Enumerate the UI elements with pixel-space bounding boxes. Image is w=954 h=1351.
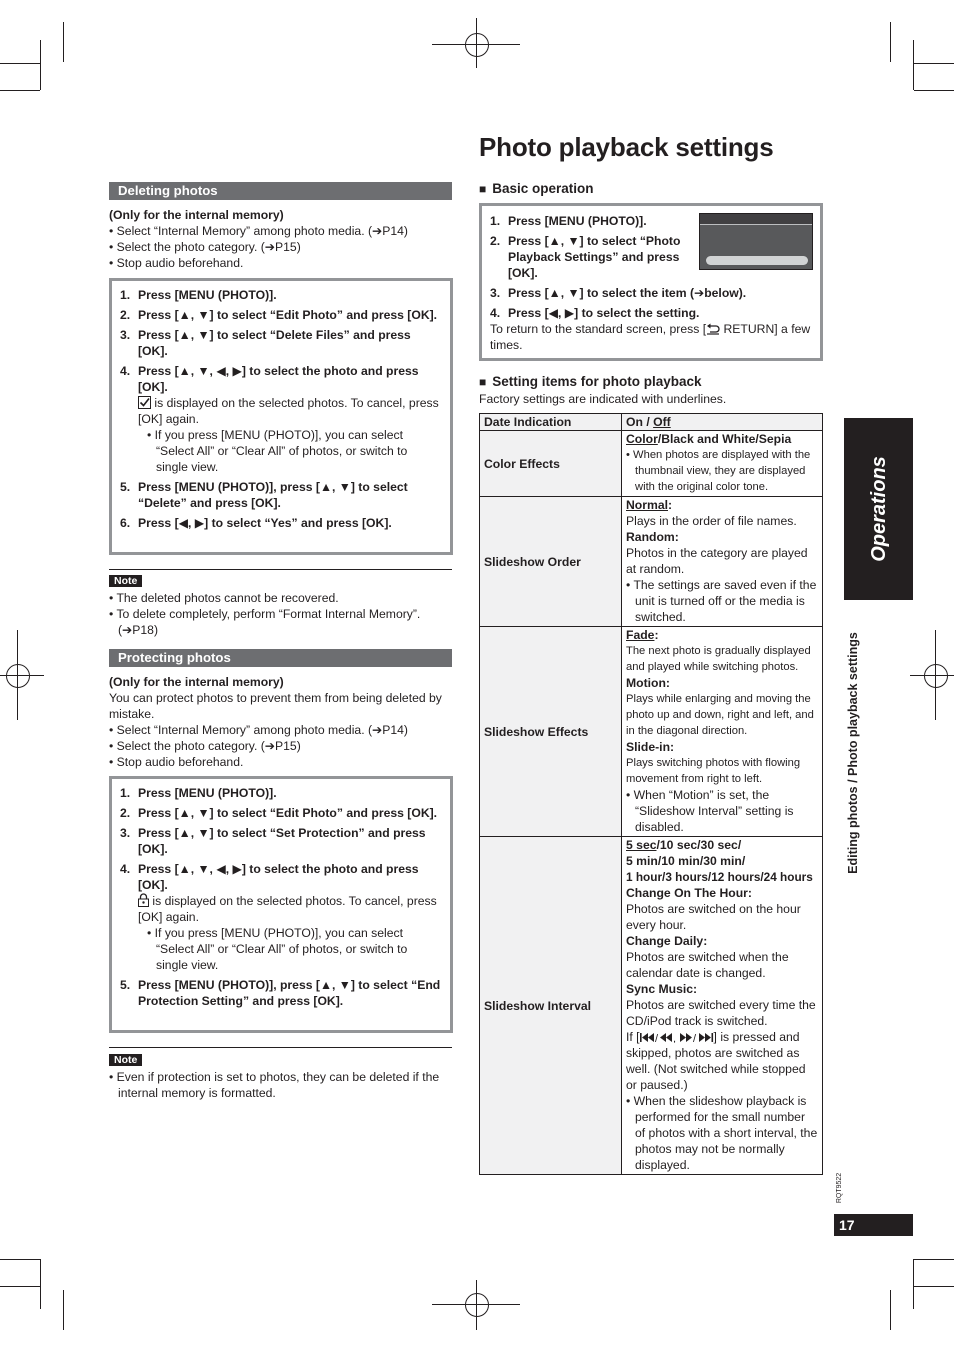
- menu-screen-illustration: [699, 213, 813, 270]
- setting-label: Slideshow Order: [480, 497, 622, 627]
- deleting-step: 5. Press [MENU (PHOTO)], press [▲, ▼] to select “Delete” and press [OK].: [120, 480, 408, 510]
- skip-search-buttons-icon: [640, 1032, 714, 1043]
- page-title: Photo playback settings: [479, 132, 774, 162]
- document-code: RQT9522: [836, 1172, 844, 1204]
- deleting-subhead: (Only for the internal memory): [109, 208, 284, 222]
- deleting-step: 1. Press [MENU (PHOTO)].: [120, 288, 277, 302]
- svg-text:/: /: [654, 1033, 658, 1043]
- table-row: [480, 414, 823, 431]
- table-row: [480, 627, 823, 837]
- items-heading: ■ Setting items for photo playback: [479, 374, 702, 389]
- note-item: • To delete completely, perform “Format Internal Memory”. (➔P18): [109, 607, 421, 637]
- checkbox-check-icon: [138, 396, 151, 409]
- protecting-heading: Protecting photos: [109, 649, 452, 667]
- setting-note: • The settings are saved even if the unit is turned off or the media is switched.: [626, 578, 817, 624]
- setting-options: Fade: The next photo is gradually displayed and played while switching photos. Motion: Plays while enlarging and moving the photo up and down, right and left, and in the diagonal direction. Slide-in: Plays switching photos with flowing movement from right to left. • When “Motion” is set, the “Slideshow Interval” setting is disabled.: [622, 627, 823, 837]
- basic-step: 3. Press [▲, ▼] to select the item (➔below).: [490, 286, 747, 300]
- menu-title-bar: [700, 214, 812, 225]
- svg-text:/: /: [692, 1033, 696, 1043]
- setting-label: Color Effects: [480, 431, 622, 497]
- protecting-step: 2. Press [▲, ▼] to select “Edit Photo” and press [OK].: [120, 806, 438, 820]
- protecting-steps-box: [109, 776, 453, 1033]
- return-instruction: To return to the standard screen, press [ RETURN] a few times.: [490, 322, 811, 352]
- note-tag: Note: [109, 575, 142, 587]
- page-number: 17: [834, 1214, 913, 1236]
- note-item: • Even if protection is set to photos, they can be deleted if the internal memory is formatted.: [109, 1070, 440, 1100]
- deleting-bullet: • Select “Internal Memory” among photo media. (➔P14): [109, 224, 408, 238]
- protecting-step: 4. Press [▲, ▼, ◀, ▶] to select the photo and press [OK].: [120, 862, 419, 892]
- deleting-step: 6. Press [◀, ▶] to select “Yes” and press [OK].: [120, 516, 392, 530]
- deleting-step: 4. Press [▲, ▼, ◀, ▶] to select the photo and press [OK].: [120, 364, 419, 394]
- protecting-description: You can protect photos to prevent them from being deleted by mistake.: [109, 691, 442, 721]
- setting-options: On / Off: [622, 414, 823, 431]
- setting-options: 5 sec/10 sec/30 sec/ 5 min/10 min/30 min/ 1 hour/3 hours/12 hours/24 hours Change On The Hour: Photos are switched on the hour every hour. Change Daily: Photos are switched when the calendar date is changed. Sync Music: Photos are switched every time the CD/iPod track is switched. If [ / , / ] is pressed and skipped, photos are switched as well. (Not switched while stopped or paused.) • When the slideshow playback is performed for the small number of photos with a short interval, the photos may not be normally displayed.: [622, 837, 823, 1175]
- lock-icon: [138, 893, 149, 907]
- table-row: [480, 497, 823, 627]
- deleting-step4-bullet: • If you press [MENU (PHOTO)], you can select “Select All” or “Clear All” of photos, or switch to single view.: [147, 428, 408, 474]
- return-arrow-icon: [706, 323, 720, 335]
- table-row: [480, 431, 823, 497]
- note-tag: Note: [109, 1054, 142, 1066]
- basic-step: 1. Press [MENU (PHOTO)].: [490, 214, 647, 228]
- svg-text:,: ,: [672, 1033, 676, 1043]
- deleting-bullet: • Select the photo category. (➔P15): [109, 240, 301, 254]
- basic-step: 4. Press [◀, ▶] to select the setting.: [490, 306, 700, 320]
- deleting-step: 3. Press [▲, ▼] to select “Delete Files” and press [OK].: [120, 328, 411, 358]
- protecting-step4-detail: is displayed on the selected photos. To cancel, press [OK] again.: [138, 894, 437, 924]
- factory-note: Factory settings are indicated with underlines.: [479, 392, 727, 406]
- basic-step: 2. Press [▲, ▼] to select “Photo Playback Settings” and press [OK].: [490, 234, 681, 280]
- protecting-step: 3. Press [▲, ▼] to select “Set Protection” and press [OK].: [120, 826, 426, 856]
- deleting-intro: [109, 207, 452, 271]
- note-divider: [109, 569, 452, 570]
- protecting-step4-bullet: • If you press [MENU (PHOTO)], you can select “Select All” or “Clear All” of photos, or switch to single view.: [147, 926, 408, 972]
- deleting-step4-detail: is displayed on the selected photos. To cancel, press [OK] again.: [138, 396, 439, 426]
- section-tab-label: Operations: [867, 456, 890, 562]
- table-row: [480, 837, 823, 1175]
- setting-note: • When the slideshow playback is performed for the small number of photos with a short interval, the photos may not be normally displayed.: [626, 1094, 818, 1172]
- setting-label: Slideshow Interval: [480, 837, 622, 1175]
- deleting-notes: [109, 590, 452, 638]
- chapter-label: Editing photos / Photo playback settings: [846, 632, 860, 874]
- setting-options: Normal: Plays in the order of file names. Random: Photos in the category are played at random. • The settings are saved even if the unit is turned off or the media is switched.: [622, 497, 823, 627]
- deleting-step: 2. Press [▲, ▼] to select “Edit Photo” and press [OK].: [120, 308, 438, 322]
- note-divider: [109, 1047, 452, 1048]
- protecting-subhead: (Only for the internal memory): [109, 675, 284, 689]
- setting-note: • When “Motion” is set, the “Slideshow Interval” setting is disabled.: [626, 788, 794, 834]
- note-item: • The deleted photos cannot be recovered.: [109, 591, 339, 605]
- protecting-step: 1. Press [MENU (PHOTO)].: [120, 786, 277, 800]
- deleting-heading: Deleting photos: [109, 182, 452, 200]
- protecting-bullet: • Select the photo category. (➔P15): [109, 739, 301, 753]
- setting-note: • When photos are displayed with the thumbnail view, they are displayed with the original color tone.: [626, 449, 811, 493]
- setting-label: Slideshow Effects: [480, 627, 622, 837]
- setting-label: Date Indication: [480, 414, 622, 431]
- settings-table: [479, 413, 823, 1175]
- deleting-bullet: • Stop audio beforehand.: [109, 256, 244, 270]
- protecting-bullet: • Stop audio beforehand.: [109, 755, 244, 769]
- protecting-bullet: • Select “Internal Memory” among photo media. (➔P14): [109, 723, 408, 737]
- deleting-steps-box: [109, 278, 453, 555]
- setting-options: Color/Black and White/Sepia • When photos are displayed with the thumbnail view, they are displayed with the original color tone.: [622, 431, 823, 497]
- protecting-step: 5. Press [MENU (PHOTO)], press [▲, ▼] to select “End Protection Setting” and press [OK].: [120, 978, 441, 1008]
- menu-selection-bar: [706, 256, 808, 265]
- protecting-intro: [109, 674, 452, 770]
- protecting-notes: [109, 1069, 452, 1101]
- basic-heading: ■ Basic operation: [479, 181, 594, 196]
